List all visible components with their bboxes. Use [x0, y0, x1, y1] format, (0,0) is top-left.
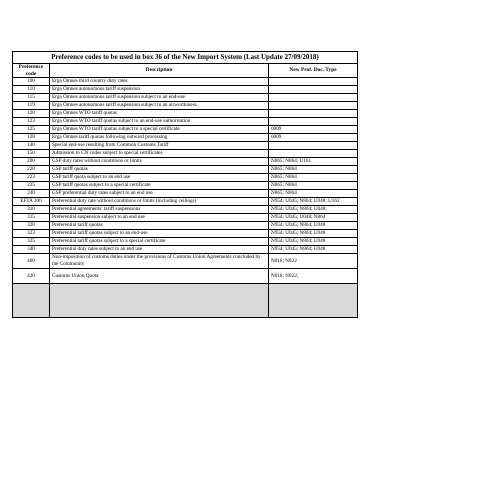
- preference-code: 119: [13, 102, 50, 110]
- table-row: [13, 214, 358, 222]
- preference-code: 323: [13, 230, 50, 238]
- doc-type: N018; N822;: [269, 269, 358, 284]
- empty-filler-row: [13, 284, 358, 318]
- preference-code: 125: [13, 126, 50, 134]
- doc-type: N954; U045; N864; U048: [269, 222, 358, 230]
- table-row: [13, 166, 358, 174]
- doc-type: 0009: [269, 134, 358, 142]
- table-row: [13, 230, 358, 238]
- preference-code: 223: [13, 174, 50, 182]
- preference-code: 110: [13, 86, 50, 94]
- doc-type: N865; N864: [269, 182, 358, 190]
- header-doc-type: New Prof. Doc. Type: [269, 64, 358, 78]
- doc-type: N865; N864; U161: [269, 158, 358, 166]
- preference-codes-table: [12, 51, 358, 318]
- sheet-title: Preference codes to be used in box 36 of the New Import System (Last Update 27/09/2018): [13, 52, 358, 64]
- table-row: [13, 102, 358, 110]
- table-row: [13, 174, 358, 182]
- table-row: [13, 78, 358, 86]
- table-row: [13, 254, 358, 269]
- description: GSP tariff quota subject to an end use: [50, 174, 269, 182]
- table-row: [13, 238, 358, 246]
- preference-code: 140: [13, 142, 50, 150]
- preference-code: 315: [13, 214, 50, 222]
- description: Preferential tariff quotas subject to an end-use: [50, 230, 269, 238]
- doc-type: [269, 78, 358, 86]
- doc-type: [269, 142, 358, 150]
- preference-code: 115: [13, 94, 50, 102]
- preference-code: 420: [13, 269, 50, 284]
- preference-code: 320: [13, 222, 50, 230]
- doc-type: 0009: [269, 126, 358, 134]
- description: Erga Omnes WTO tariff quotas subject to a special certificate: [50, 126, 269, 134]
- preference-code: 150: [13, 150, 50, 158]
- description: GSP tariff quotas: [50, 166, 269, 174]
- table-row: [13, 110, 358, 118]
- preference-code: 240: [13, 190, 50, 198]
- preference-code: 340: [13, 246, 50, 254]
- description: Erga Omnes autonomous tariff suspension subject to an airworthiness: [50, 102, 269, 110]
- doc-type: [269, 86, 358, 94]
- empty-cell: [50, 284, 269, 318]
- description: Preferential duty rates subject to an end use: [50, 246, 269, 254]
- table-row: [13, 158, 358, 166]
- preference-code: 123: [13, 118, 50, 126]
- preference-code: 128: [13, 134, 50, 142]
- doc-type: [269, 94, 358, 102]
- description: GSP preferential duty rates subject to an end use: [50, 190, 269, 198]
- description: Preferential tariff quotas subject to a special certificate: [50, 238, 269, 246]
- doc-type: N865; N864: [269, 166, 358, 174]
- description: Erga Omnes third country duty rates: [50, 78, 269, 86]
- preference-code: 325: [13, 238, 50, 246]
- doc-type: N865; N864: [269, 190, 358, 198]
- table-row: [13, 246, 358, 254]
- description: Preferential agreements: tariff suspensions: [50, 206, 269, 214]
- header-preference-code: Preference code: [13, 64, 50, 78]
- description: Non-imposition of customs duties under the provisions of Customs Union Agreements concluded by the Community: [50, 254, 269, 269]
- doc-type: N865; N864: [269, 174, 358, 182]
- preference-code: EFTA 300: [13, 198, 50, 206]
- table-row: [13, 94, 358, 102]
- preference-codes-sheet: [12, 51, 357, 318]
- description: GSP duty rates without conditions or limits: [50, 158, 269, 166]
- empty-cell: [269, 284, 358, 318]
- empty-cell: [13, 284, 50, 318]
- preference-code: 200: [13, 158, 50, 166]
- table-row: [13, 86, 358, 94]
- description: Special end-use resulting from Common Customs Tariff: [50, 142, 269, 150]
- table-row: [13, 126, 358, 134]
- table-row: [13, 142, 358, 150]
- description: Admission to CN codes subject to special certificates: [50, 150, 269, 158]
- preference-code: 120: [13, 110, 50, 118]
- doc-type: N954; U045; N864; U048;: [269, 206, 358, 214]
- description: Customs Union Quota: [50, 269, 269, 284]
- preference-code: 310: [13, 206, 50, 214]
- doc-type: N018; N822: [269, 254, 358, 269]
- description: Erga Omnes WTO tariff quotas: [50, 110, 269, 118]
- preference-code: 220: [13, 166, 50, 174]
- table-row: [13, 182, 358, 190]
- table-row: [13, 118, 358, 126]
- preference-code: 225: [13, 182, 50, 190]
- table-row: [13, 222, 358, 230]
- header-row: [13, 64, 358, 78]
- description: Erga Omnes tariff quotas following outward processing: [50, 134, 269, 142]
- description: GSP tariff quotas subject to a special certificate: [50, 182, 269, 190]
- description: Erga Omnes autonomous tariff suspension: [50, 86, 269, 94]
- doc-type: N954; U045; U048; N864: [269, 214, 358, 222]
- table-row: [13, 269, 358, 284]
- header-description: Description: [50, 64, 269, 78]
- doc-type: N954; U045; N864; U048; U162: [269, 198, 358, 206]
- preference-code: 400: [13, 254, 50, 269]
- table-row: [13, 134, 358, 142]
- description: Preferential tariff quotas: [50, 222, 269, 230]
- doc-type: [269, 118, 358, 126]
- doc-type: [269, 110, 358, 118]
- doc-type: N954; U045; N864; U048: [269, 230, 358, 238]
- table-row: [13, 150, 358, 158]
- doc-type: N954; U045; N864; U048: [269, 246, 358, 254]
- description: Erga Omnes WTO tariff quotas subject to an end-use authorisation: [50, 118, 269, 126]
- table-row: [13, 198, 358, 206]
- preference-code: 100: [13, 78, 50, 86]
- description: Preferential duty rate without conditions or limits (including ceilings): [50, 198, 269, 206]
- description: Preferential suspension subject to an end use: [50, 214, 269, 222]
- doc-type: N954; U045; N864; U048: [269, 238, 358, 246]
- doc-type: [269, 102, 358, 110]
- description: Erga Omnes autonomous tariff suspension subject to an end-use: [50, 94, 269, 102]
- table-row: [13, 190, 358, 198]
- doc-type: [269, 150, 358, 158]
- table-row: [13, 206, 358, 214]
- title-row: [13, 52, 358, 64]
